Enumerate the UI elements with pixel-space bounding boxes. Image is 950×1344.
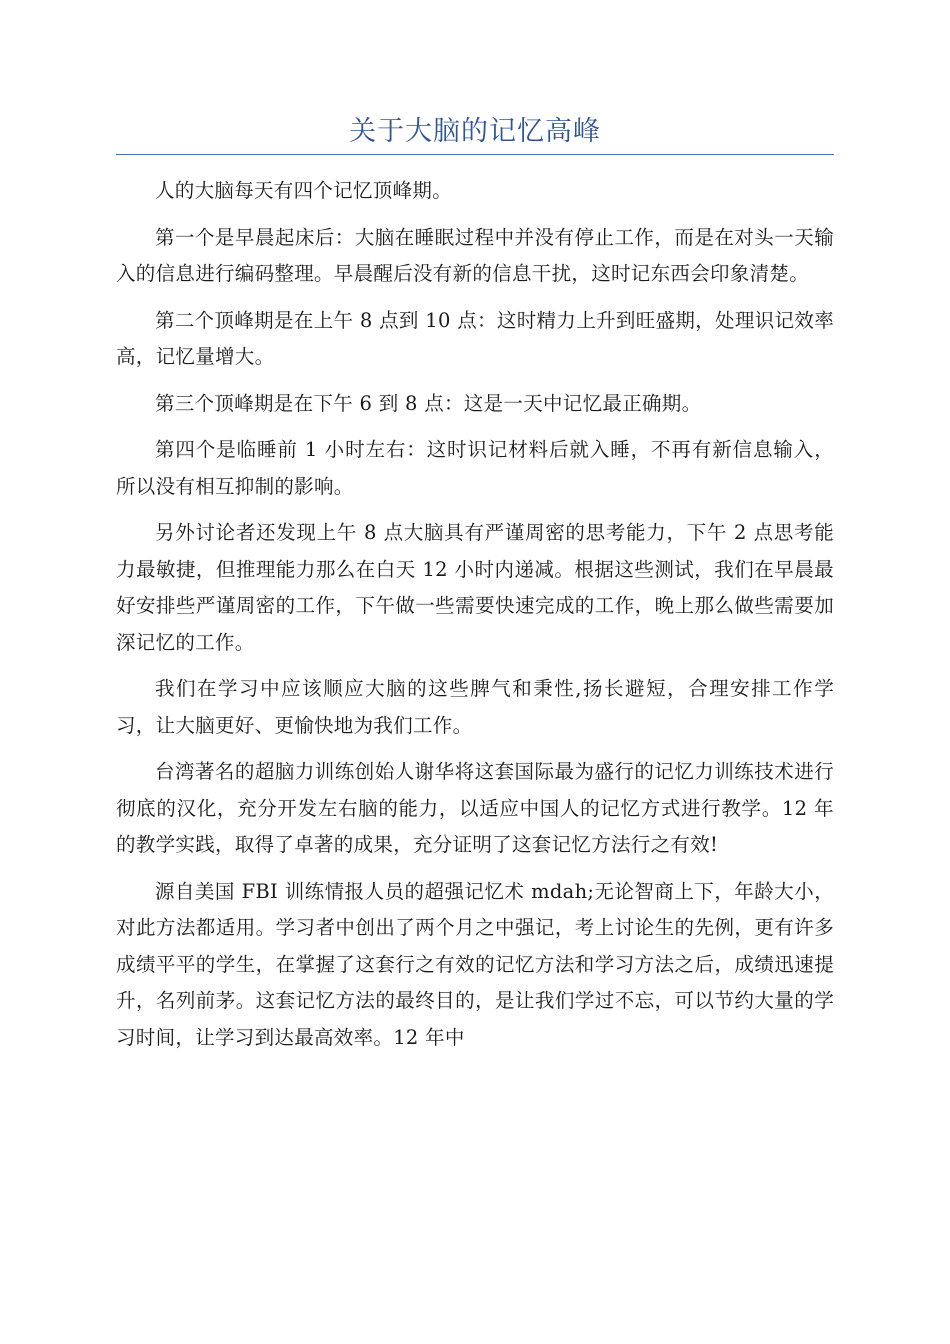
title-underline [116, 154, 834, 155]
paragraph: 第三个顶峰期是在下午 6 到 8 点：这是一天中记忆最正确期。 [155, 391, 702, 415]
paragraph: 另外讨论者还发现上午 8 点大脑具有严谨周密的思考能力，下午 2 点思考能力最敏捷，但推理能力那么在白天 12 小时内递减。根据这些测试，我们在早晨最好安排些严谨周密的工作，下午做一些需要快速完成的工作，晚上那么做些需要加深记忆的工作。 [116, 521, 834, 654]
paragraph: 人的大脑每天有四个记忆顶峰期。 [155, 179, 453, 202]
paragraph: 台湾著名的超脑力训练创始人谢华将这套国际最为盛行的记忆力训练技术进行彻底的汉化，充分开发左右脑的能力，以适应中国人的记忆方式进行教学。12 年的教学实践，取得了卓著的成果，充分证明了这套记忆方法行之有效! [116, 760, 834, 856]
document-page [116, 110, 834, 1066]
paragraph: 第二个顶峰期是在上午 8 点到 10 点：这时精力上升到旺盛期，处理识记效率高，记忆量增大。 [116, 308, 834, 368]
paragraph: 我们在学习中应该顺应大脑的这些脾气和秉性,扬长避短，合理安排工作学习，让大脑更好、更愉快地为我们工作。 [116, 677, 834, 737]
paragraph: 第四个是临睡前 1 小时左右：这时识记材料后就入睡，不再有新信息输入，所以没有相互抑制的影响。 [116, 438, 834, 498]
paragraph: 源自美国 FBI 训练情报人员的超强记忆术 mdah;无论智商上下，年龄大小，对此方法都适用。学习者中创出了两个月之中强记，考上讨论生的先例，更有许多成绩平平的学生，在掌握了这套行之有效的记忆方法和学习方法之后，成绩迅速提升，名列前茅。这套记忆方法的最终目的，是让我们学过不忘，可以节约大量的学习时间，让学习到达最高效率。12 年中 [116, 879, 834, 1049]
document-title: 关于大脑的记忆高峰 [349, 116, 601, 147]
paragraph: 第一个是早晨起床后：大脑在睡眠过程中并没有停止工作，而是在对头一天输入的信息进行编码整理。早晨醒后没有新的信息干扰，这时记东西会印象清楚。 [116, 225, 834, 285]
